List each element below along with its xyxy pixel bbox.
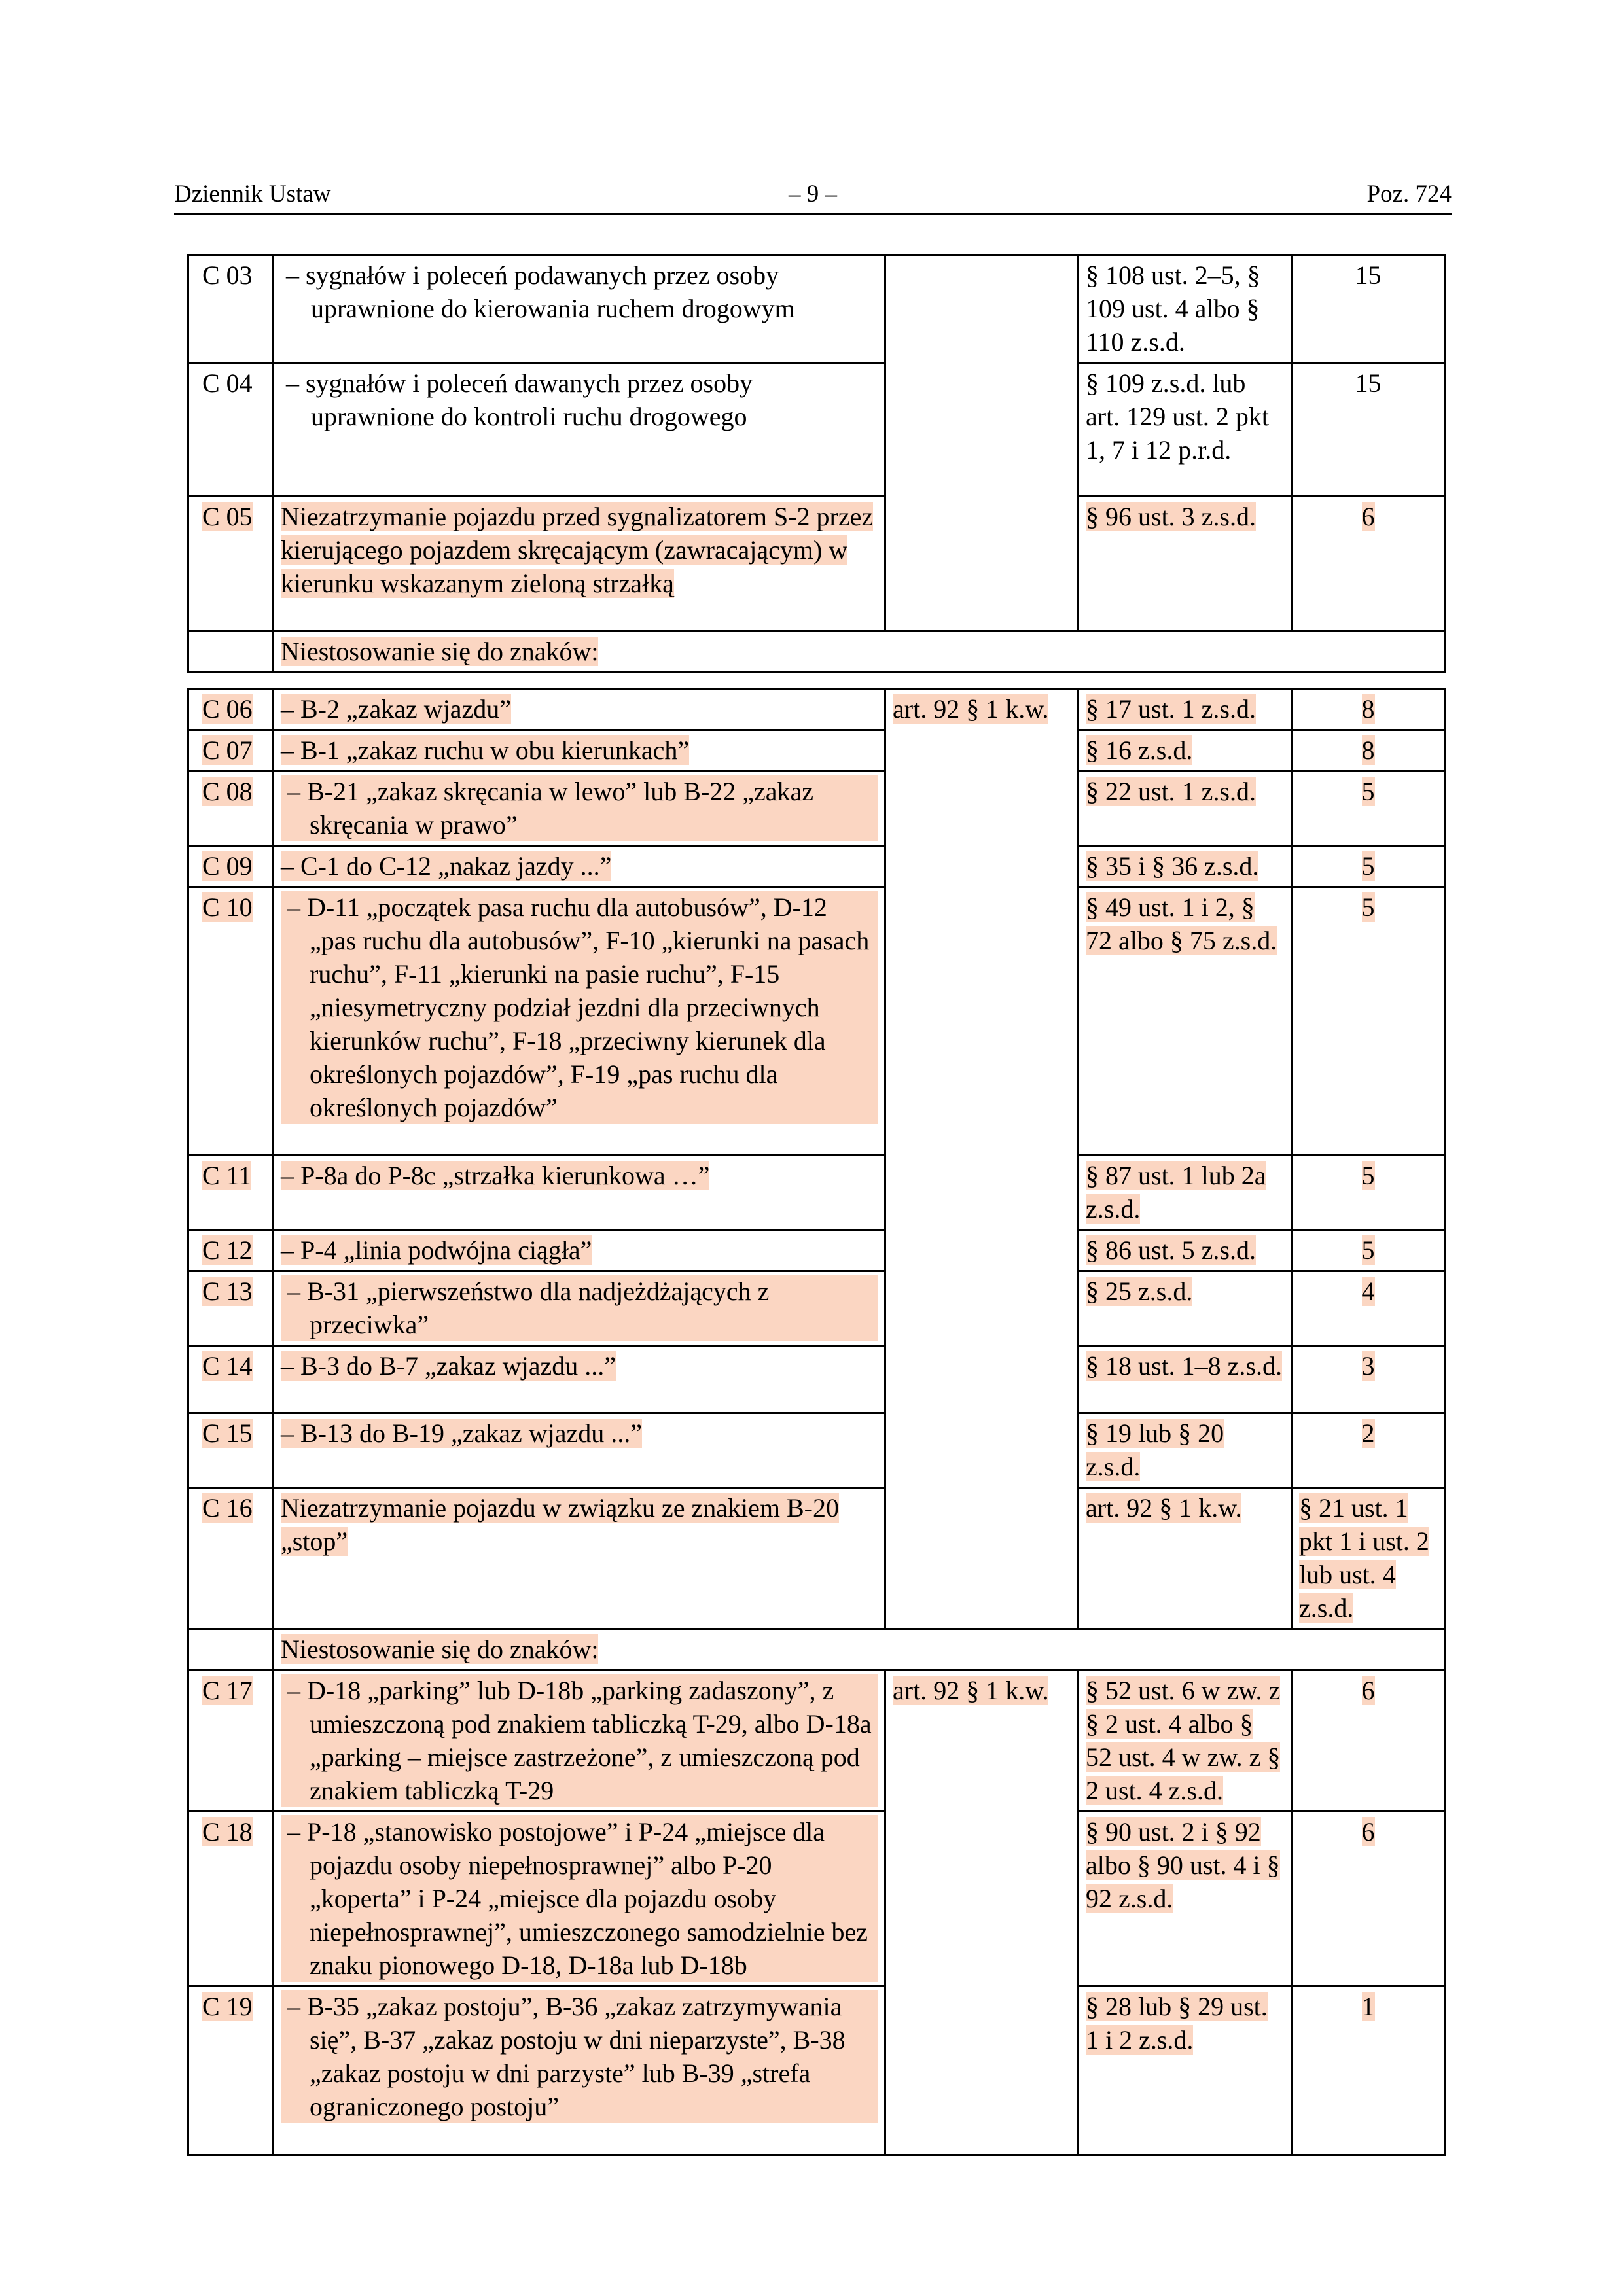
row-legal-basis: § 108 ust. 2–5, § 109 ust. 4 albo § 110 z.s.d. bbox=[1079, 255, 1292, 363]
row-description: – P-8a do P-8c „strzałka kierunkowa …” bbox=[274, 1156, 885, 1230]
row-points: 15 bbox=[1292, 363, 1445, 497]
row-article: art. 92 § 1 k.w. bbox=[1079, 1488, 1292, 1629]
row-code: C 17 bbox=[188, 1670, 274, 1812]
table-row bbox=[188, 1413, 1445, 1488]
row-legal-basis: § 18 ust. 1–8 z.s.d. bbox=[1079, 1346, 1292, 1413]
row-points: 6 bbox=[1292, 1670, 1445, 1812]
row-code: C 16 bbox=[188, 1488, 274, 1629]
row-legal-basis: § 109 z.s.d. lub art. 129 ust. 2 pkt 1, 7 i 12 p.r.d. bbox=[1079, 363, 1292, 497]
row-description: – P-18 „stanowisko postojowe” i P-24 „miejsce dla pojazdu osoby niepełnosprawnej” albo P-20 „koperta” i P-24 „miejsce dla pojazdu osoby niepełnosprawnej”, umieszczonego samodzielnie bez znaku pionowego D-18, D-18a lub D-18b bbox=[274, 1812, 885, 1987]
row-description: – B-2 „zakaz wjazdu” bbox=[274, 689, 885, 730]
row-code: C 07 bbox=[188, 730, 274, 771]
section-header: Niestosowanie się do znaków: bbox=[274, 631, 1445, 673]
row-legal-basis: § 86 ust. 5 z.s.d. bbox=[1079, 1230, 1292, 1271]
row-code bbox=[188, 631, 274, 673]
row-description: – C-1 do C-12 „nakaz jazdy ...” bbox=[274, 846, 885, 887]
table-row bbox=[188, 1488, 1445, 1629]
row-code: C 14 bbox=[188, 1346, 274, 1413]
position-number: Poz. 724 bbox=[1366, 181, 1452, 207]
table-row bbox=[188, 1812, 1445, 1987]
row-code: C 18 bbox=[188, 1812, 274, 1987]
row-legal-basis: § 87 ust. 1 lub 2a z.s.d. bbox=[1079, 1156, 1292, 1230]
row-legal-basis: § 49 ust. 1 i 2, § 72 albo § 75 z.s.d. bbox=[1079, 887, 1292, 1156]
row-code: C 06 bbox=[188, 689, 274, 730]
section-header: Niestosowanie się do znaków: bbox=[274, 1629, 1445, 1670]
row-article: art. 92 § 1 k.w. bbox=[885, 1670, 1079, 2155]
row-legal-basis: § 25 z.s.d. bbox=[1079, 1271, 1292, 1346]
row-legal-basis: § 22 ust. 1 z.s.d. bbox=[1079, 771, 1292, 846]
section-header-row bbox=[188, 631, 1445, 673]
row-points: 5 bbox=[1292, 887, 1445, 1156]
row-code: C 05 bbox=[188, 497, 274, 631]
table-row bbox=[188, 1670, 1445, 1812]
row-code: C 10 bbox=[188, 887, 274, 1156]
row-description: – sygnałów i poleceń dawanych przez osoby uprawnione do kontroli ruchu drogowego bbox=[274, 363, 885, 497]
row-code: C 19 bbox=[188, 1987, 274, 2155]
row-code: C 09 bbox=[188, 846, 274, 887]
row-legal-basis: § 35 i § 36 z.s.d. bbox=[1079, 846, 1292, 887]
row-code: C 12 bbox=[188, 1230, 274, 1271]
table-row bbox=[188, 846, 1445, 887]
row-legal-basis: § 17 ust. 1 z.s.d. bbox=[1079, 689, 1292, 730]
row-points: 3 bbox=[1292, 1346, 1445, 1413]
row-legal-basis: § 28 lub § 29 ust. 1 i 2 z.s.d. bbox=[1079, 1987, 1292, 2155]
table-row bbox=[188, 689, 1445, 730]
row-legal-basis: § 16 z.s.d. bbox=[1079, 730, 1292, 771]
page-number: – 9 – bbox=[789, 181, 837, 207]
row-description: – B-13 do B-19 „zakaz wjazdu ...” bbox=[274, 1413, 885, 1488]
row-code: C 15 bbox=[188, 1413, 274, 1488]
row-points: 2 bbox=[1292, 1413, 1445, 1488]
row-description: Niezatrzymanie pojazdu w związku ze znakiem B-20 „stop” bbox=[274, 1488, 885, 1629]
row-article: art. 92 § 1 k.w. bbox=[885, 689, 1079, 1629]
row-points: 6 bbox=[1292, 497, 1445, 631]
row-description: – P-4 „linia podwójna ciągła” bbox=[274, 1230, 885, 1271]
offense-table bbox=[187, 254, 1444, 2156]
row-legal-basis: § 19 lub § 20 z.s.d. bbox=[1079, 1413, 1292, 1488]
row-legal-basis: § 90 ust. 2 i § 92 albo § 90 ust. 4 i § 92 z.s.d. bbox=[1079, 1812, 1292, 1987]
page-header bbox=[174, 181, 1452, 215]
row-points: 5 bbox=[1292, 1156, 1445, 1230]
row-code: C 08 bbox=[188, 771, 274, 846]
table-row bbox=[188, 771, 1445, 846]
row-points: 1 bbox=[1292, 1987, 1445, 2155]
row-description: – B-3 do B-7 „zakaz wjazdu ...” bbox=[274, 1346, 885, 1413]
table-row bbox=[188, 730, 1445, 771]
row-description: Niezatrzymanie pojazdu przed sygnalizatorem S-2 przez kierującego pojazdem skręcającym (zawracającym) w kierunku wskazanym zieloną strzałką bbox=[274, 497, 885, 631]
row-code: C 03 bbox=[188, 255, 274, 363]
row-description: – B-1 „zakaz ruchu w obu kierunkach” bbox=[274, 730, 885, 771]
row-legal-basis: § 52 ust. 6 w zw. z § 2 ust. 4 albo § 52 ust. 4 w zw. z § 2 ust. 4 z.s.d. bbox=[1079, 1670, 1292, 1812]
row-description: – sygnałów i poleceń podawanych przez osoby uprawnione do kierowania ruchem drogowym bbox=[274, 255, 885, 363]
row-description: – D-18 „parking” lub D-18b „parking zadaszony”, z umieszczoną pod znakiem tabliczką T-29, albo D-18a „parking – miejsce zastrzeżone”, z umieszczoną pod znakiem tabliczką T-29 bbox=[274, 1670, 885, 1812]
section-header-row bbox=[188, 1629, 1445, 1670]
row-code: C 13 bbox=[188, 1271, 274, 1346]
table-row bbox=[188, 497, 1445, 631]
row-code: C 11 bbox=[188, 1156, 274, 1230]
table-row bbox=[188, 363, 1445, 497]
table-row bbox=[188, 887, 1445, 1156]
table-row bbox=[188, 1271, 1445, 1346]
row-description: – B-35 „zakaz postoju”, B-36 „zakaz zatrzymywania się”, B-37 „zakaz postoju w dni nieparzyste”, B-38 „zakaz postoju w dni parzyste” lub B-39 „strefa ograniczonego postoju” bbox=[274, 1987, 885, 2155]
row-code bbox=[188, 1629, 274, 1670]
journal-title: Dziennik Ustaw bbox=[174, 181, 331, 207]
row-separator bbox=[188, 673, 1445, 689]
row-legal-basis: § 21 ust. 1 pkt 1 i ust. 2 lub ust. 4 z.s.d. bbox=[1292, 1488, 1445, 1629]
table-row bbox=[188, 1156, 1445, 1230]
table-row bbox=[188, 1987, 1445, 2155]
row-article bbox=[885, 255, 1079, 631]
row-points: 5 bbox=[1292, 771, 1445, 846]
row-legal-basis: § 96 ust. 3 z.s.d. bbox=[1079, 497, 1292, 631]
table-row bbox=[188, 1346, 1445, 1413]
row-points: 15 bbox=[1292, 255, 1445, 363]
row-points: 5 bbox=[1292, 1230, 1445, 1271]
row-description: – B-31 „pierwszeństwo dla nadjeżdżających z przeciwka” bbox=[274, 1271, 885, 1346]
table-row bbox=[188, 255, 1445, 363]
row-points: 8 bbox=[1292, 730, 1445, 771]
row-points: 4 bbox=[1292, 1271, 1445, 1346]
row-points: 5 bbox=[1292, 846, 1445, 887]
row-description: – D-11 „początek pasa ruchu dla autobusów”, D-12 „pas ruchu dla autobusów”, F-10 „kierunki na pasach ruchu”, F-11 „kierunki na pasie ruchu”, F-15 „niesymetryczny podział jezdni dla przeciwnych kierunków ruchu”, F-18 „przeciwny kierunek dla określonych pojazdów”, F-19 „pas ruchu dla określonych pojazdów” bbox=[274, 887, 885, 1156]
row-code: C 04 bbox=[188, 363, 274, 497]
row-description: – B-21 „zakaz skręcania w lewo” lub B-22 „zakaz skręcania w prawo” bbox=[274, 771, 885, 846]
row-points: 6 bbox=[1292, 1812, 1445, 1987]
row-points: 8 bbox=[1292, 689, 1445, 730]
table-row bbox=[188, 1230, 1445, 1271]
